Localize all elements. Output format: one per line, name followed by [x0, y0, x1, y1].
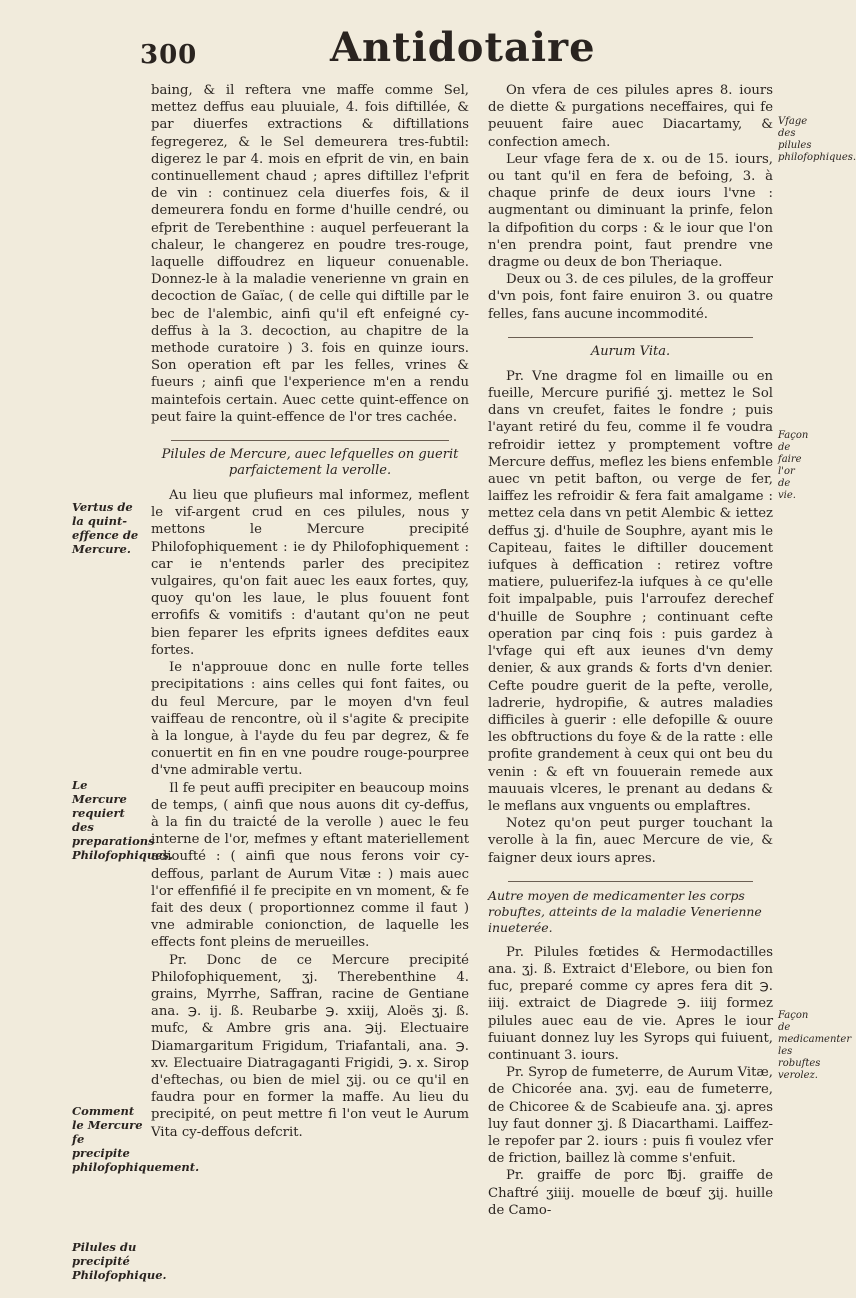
right-paragraph-1: On vfera de ces pilules apres 8. iours de diette & purgations neceffaires, qui fe peuuent faire auec Diacartamy, & confection amech. [488, 83, 773, 150]
margin-note-or-de-vie: Façon de faire l'or de vie. [778, 430, 809, 501]
right-column [488, 82, 773, 1219]
right-paragraph-4: Pr. Vne dragme fol en limaille ou en fueille, Mercure purifié ʒj. mettez le Sol dans vn creufet, faites le fondre ; puis l'ayant retiré du feu, comme il fe voudra refroidir iettez y promptement voftre Mercure deffus, meflez les biens enfemble auec vn petit bafton, ou verge de fer, laiffez les refroidir & fera fait amalgame : mettez cela dans vn petit Alembic & iettez deffus ʒj. d'huile de Souphre, ayant mis le Capiteau, faites le diftiller doucement iufques à deffication : retirez voftre matiere, puluerifez-la iufques à ce qu'elle foit impalpable, puis l'arroufez derechef d'huille de Souphre ; continuant cefte operation par cinq fois : puis gardez à l'vfage qui eft aux ieunes d'vn demy denier, & aux grands & forts d'vn denier. Cefte poudre guerit de la pefte, verolle, ladrerie, hydropifie, & autres maladies difficiles à guerir : elle defopille & ouure les obftructions du foye & de la ratte : elle profite grandement à ceux qui ont beu du venin : & eft vn fouuerain remede aux mauuais vlceres, le prenant au dedans & le meflans aux vnguents ou emplaftres. [488, 368, 773, 814]
section-divider [508, 337, 753, 338]
margin-note-usage: Vfage des pilules philofophiques. [778, 116, 856, 163]
margin-note-pilules-precipite: Pilules du precipité Philofophique. [72, 1240, 167, 1282]
section-divider [508, 881, 753, 882]
right-paragraph-2: Leur vfage fera de x. ou de 15. iours, ou tant qu'il en fera de befoing, 3. à chaque prinfe de deux iours l'vne : augmentant ou diminuant la prinfe, felon la difpofition du corps : & le iour que l'on n'en prendra point, faut prendre vne dragme ou deux de bon Theriaque. [488, 151, 773, 271]
right-paragraph-3: Deux ou 3. de ces pilules, de la groffeur d'vn pois, font faire enuiron 3. ou quatre felles, fans aucune incommodité. [488, 272, 773, 322]
section-heading-aurum-vita: Aurum Vita. [590, 343, 671, 359]
right-paragraph-7: Pr. Syrop de fumeterre, de Aurum Vitæ, de Chicorée ana. ʒvj. eau de fumeterre, de Chicoree & de Scabieufe ana. ʒj. apres luy faut donner ʒj. ß Diacarthami. Laiffez-le repofer par 2. iours : puis fi voulez vfer de friction, baillez là comme s'enfuit. [488, 1065, 773, 1167]
left-paragraph-4: Il fe peut auffi precipiter en beaucoup moins de temps, ( ainfi que nous auons dit cy-deffus, à la fin du traicté de la verolle ) auec le feu interne de l'or, mefmes y eftant materiellement adioufté : ( ainfi que nous ferons voir cy-deffous, parlant de Aurum Vitæ : ) mais auec l'or effenfifié il fe precipite en vn moment, & fe fait des deux ( proportionnez comme il faut ) vne admirable conionction, de laquelle les effects font pleins de merueilles. [151, 780, 469, 951]
margin-note-preparations: Le Mercure requiert des preparations Philofophiques. [72, 778, 174, 862]
right-paragraph-6: Pr. Pilules fœtides & Hermodactilles ana. ʒj. ß. Extraict d'Elebore, ou bien fon fuc, preparé comme cy apres fera dit ℈. iiij. extraict de Diagrede ℈. iiij formez pilules auec eau de vie. Apres le iour fuiuant donnez luy les Syrops qui fuiuent, continuant 3. iours. [488, 944, 773, 1063]
margin-note-robustes: Façon de medicamenter les robuftes verolez. [778, 1010, 852, 1081]
margin-note-vertus: Vertus de la quint-effence de Mercure. [72, 500, 139, 556]
left-column [151, 82, 469, 1141]
section-divider [171, 440, 449, 441]
left-paragraph-3: Ie n'approuue donc en nulle forte telles precipitations : ains celles qui font faites, ou du feul Mercure, par le moyen d'vn feul vaiffeau de rencontre, où il s'agite & precipite à la longue, à l'ayde du feu par degrez, & fe conuertit en fin en vne poudre rouge-pourpree d'vne admirable vertu. [151, 660, 469, 779]
right-paragraph-8: Pr. graiffe de porc ℔j. graiffe de Chaftré ʒiiij. mouelle de bœuf ʒij. huille de Camo- [488, 1168, 773, 1218]
section-heading-autre-moyen: Autre moyen de medicamenter les corps robuftes, atteints de la maladie Venerienne inueterée. [488, 887, 762, 935]
section-heading-pilules-mercure: Pilules de Mercure, auec lefquelles on guerit parfaictement la verolle. [161, 447, 459, 479]
running-title: Antidotaire [330, 24, 596, 71]
margin-note-precipite: Comment le Mercure fe precipite philofophiquement. [72, 1104, 200, 1174]
right-paragraph-5: Notez qu'on peut purger touchant la verolle à la fin, auec Mercure de vie, & faigner deux iours apres. [488, 816, 773, 866]
left-paragraph-5: Pr. Donc de ce Mercure precipité Philofophiquement, ʒj. Therebenthine 4. grains, Myrrhe, Saffran, racine de Gentiane ana. ℈. ij. ß. Reubarbe ℈. xxiij, Aloës ʒj. ß. mufc, & Ambre gris ana. ℈ij. Electuaire Diamargaritum Frigidum, Triafantali, ana. ℈. xv. Electuaire Diatragaganti Frigidi, ℈. x. Sirop d'eftechas, ou bien de miel ʒij. ou ce qu'il en faudra pour en former la maffe. Au lieu du precipité, on peut mettre fi l'on veut le Aurum Vita cy-deffous defcrit. [151, 952, 469, 1140]
page-number: 300 [140, 40, 198, 70]
left-paragraph-1: baing, & il reftera vne maffe comme Sel, mettez deffus eau pluuiale, 4. fois diftillée, & par diuerfes extractions & diftillations fegregerez, & le Sel demeurera tres-fubtil: digerez le par 4. mois en efprit de vin, en bain continuellement chaud ; apres diftillez l'efprit de vin : continuez cela diuerfes fois, & il demeurera fondu en forme d'huille cendré, ou efprit de Terebenthine : auquel perfeuerant la chaleur, le changerez en poudre tres-rouge, laquelle diffoudrez en liqueur conuenable. Donnez-le à la maladie venerienne vn grain en decoction de Gaïac, ( de celle qui diftille par le bec de l'alembic, ainfi qu'il eft enfeigné cy-deffus à la 3. decoction, au chapitre de la methode curatoire ) 3. fois en quinze iours. Son operation eft par les felles, vrines & fueurs ; ainfi que l'experience m'en a rendu maintefois certain. Auec cette quint-effence on peut faire la quint-effence de l'or tres cachée. [151, 83, 469, 425]
left-paragraph-2: Au lieu que plufieurs mal informez, meflent le vif-argent crud en ces pilules, nous y mettons le Mercure precipité Philofophiquement : ie dy Philofophiquement : car ie n'entends parler des precipitez vulgaires, qu'on fait auec les eaux fortes, quy, quoy qu'on les laue, le plus fouuent font errofifs & vomitifs : d'autant qu'on ne peut bien feparer les efprits ignees defdites eaux fortes. [151, 488, 469, 658]
